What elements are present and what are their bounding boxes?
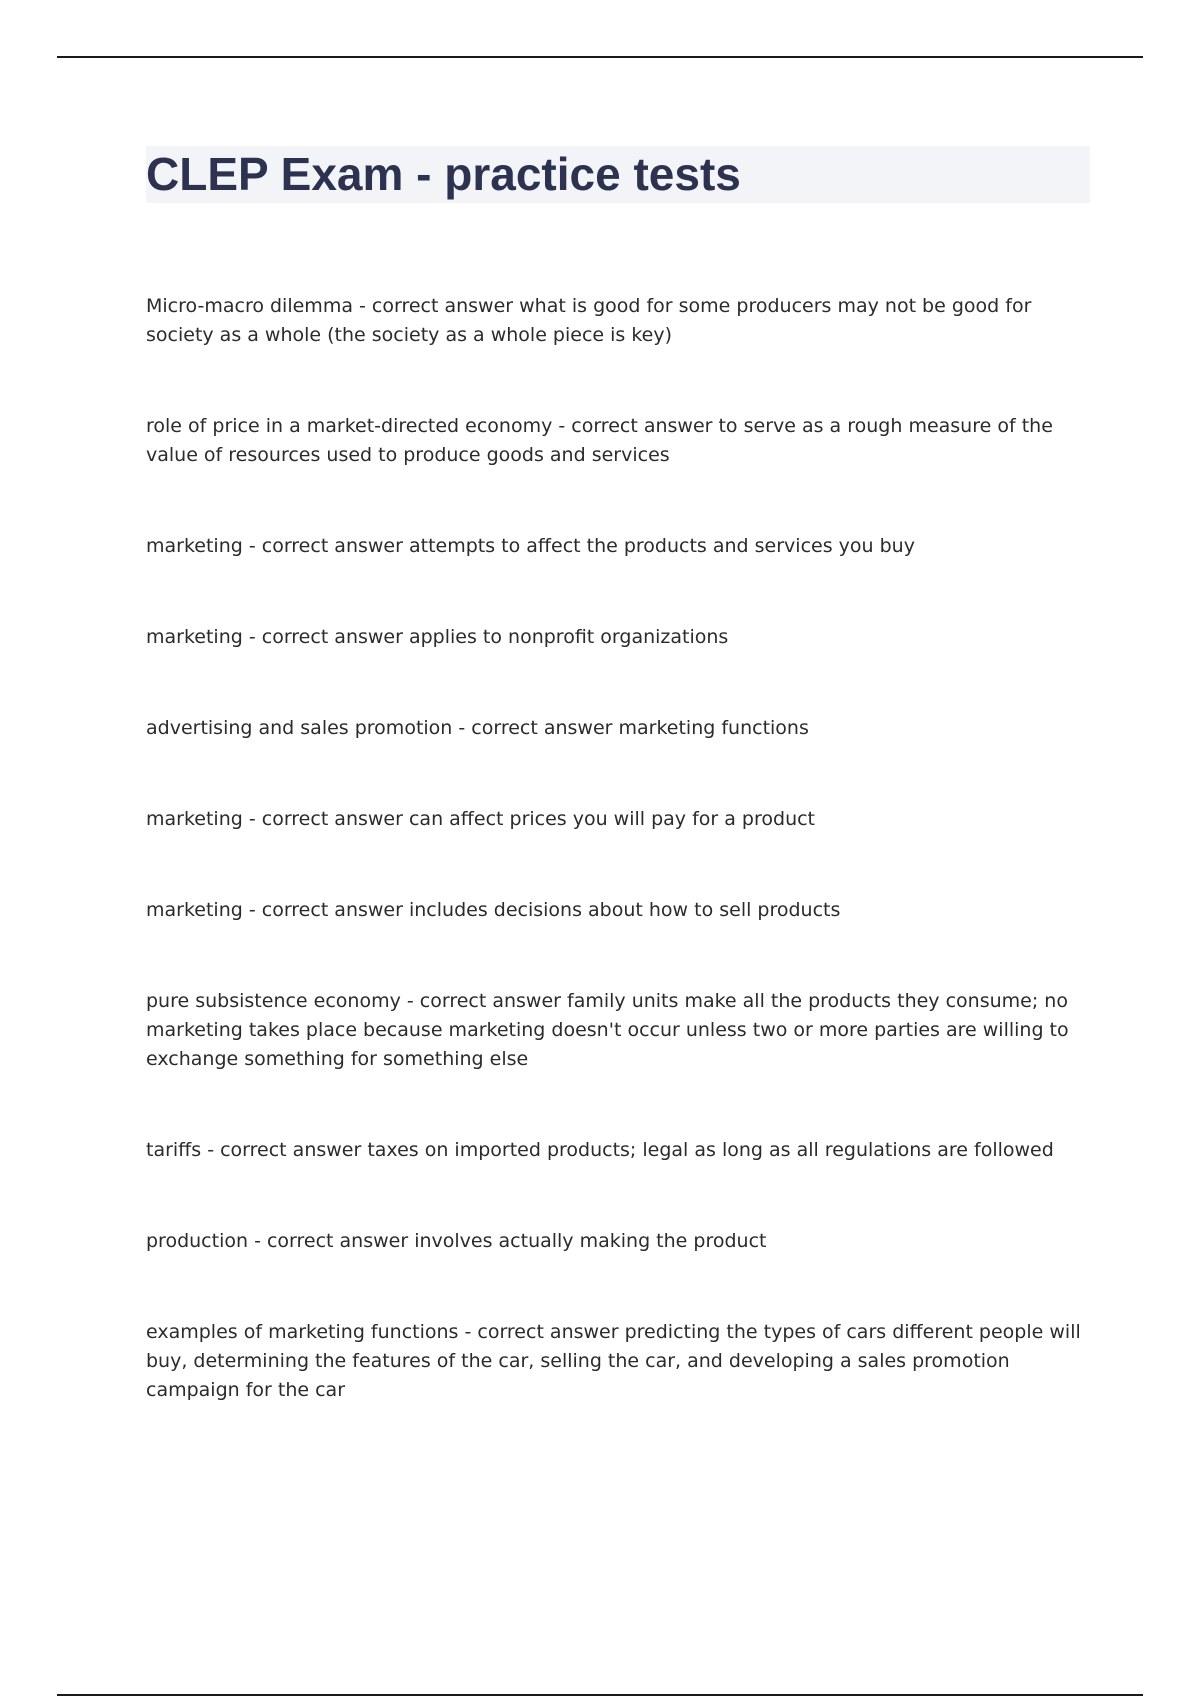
- qa-entry: pure subsistence economy - correct answer family units make all the products they consume; no marketing takes place because marketing doesn't occur unless two or more parties are willing to exchange something for something else: [146, 990, 1069, 1070]
- qa-entry: marketing - correct answer applies to nonprofit organizations: [146, 626, 729, 648]
- document-title: CLEP Exam - practice tests: [146, 148, 741, 200]
- qa-entry: Micro-macro dilemma - correct answer what is good for some producers may not be good for society as a whole (the society as a whole piece is key): [146, 295, 1032, 346]
- qa-entry: production - correct answer involves actually making the product: [146, 1230, 767, 1252]
- qa-entry: marketing - correct answer includes decisions about how to sell products: [146, 899, 841, 921]
- qa-entry: marketing - correct answer can affect prices you will pay for a product: [146, 808, 816, 830]
- qa-entry: marketing - correct answer attempts to affect the products and services you buy: [146, 535, 915, 557]
- qa-entry: examples of marketing functions - correct answer predicting the types of cars different people will buy, determining the features of the car, selling the car, and developing a sales promotion campaign for the car: [146, 1321, 1081, 1401]
- qa-entry: advertising and sales promotion - correct answer marketing functions: [146, 717, 809, 739]
- qa-entry: tariffs - correct answer taxes on imported products; legal as long as all regulations are followed: [146, 1139, 1054, 1161]
- qa-entry: role of price in a market-directed economy - correct answer to serve as a rough measure of the value of resources used to produce goods and services: [146, 415, 1053, 466]
- bottom-rule: [57, 1694, 1143, 1696]
- qa-list: [146, 292, 1090, 1405]
- top-rule: [57, 56, 1143, 58]
